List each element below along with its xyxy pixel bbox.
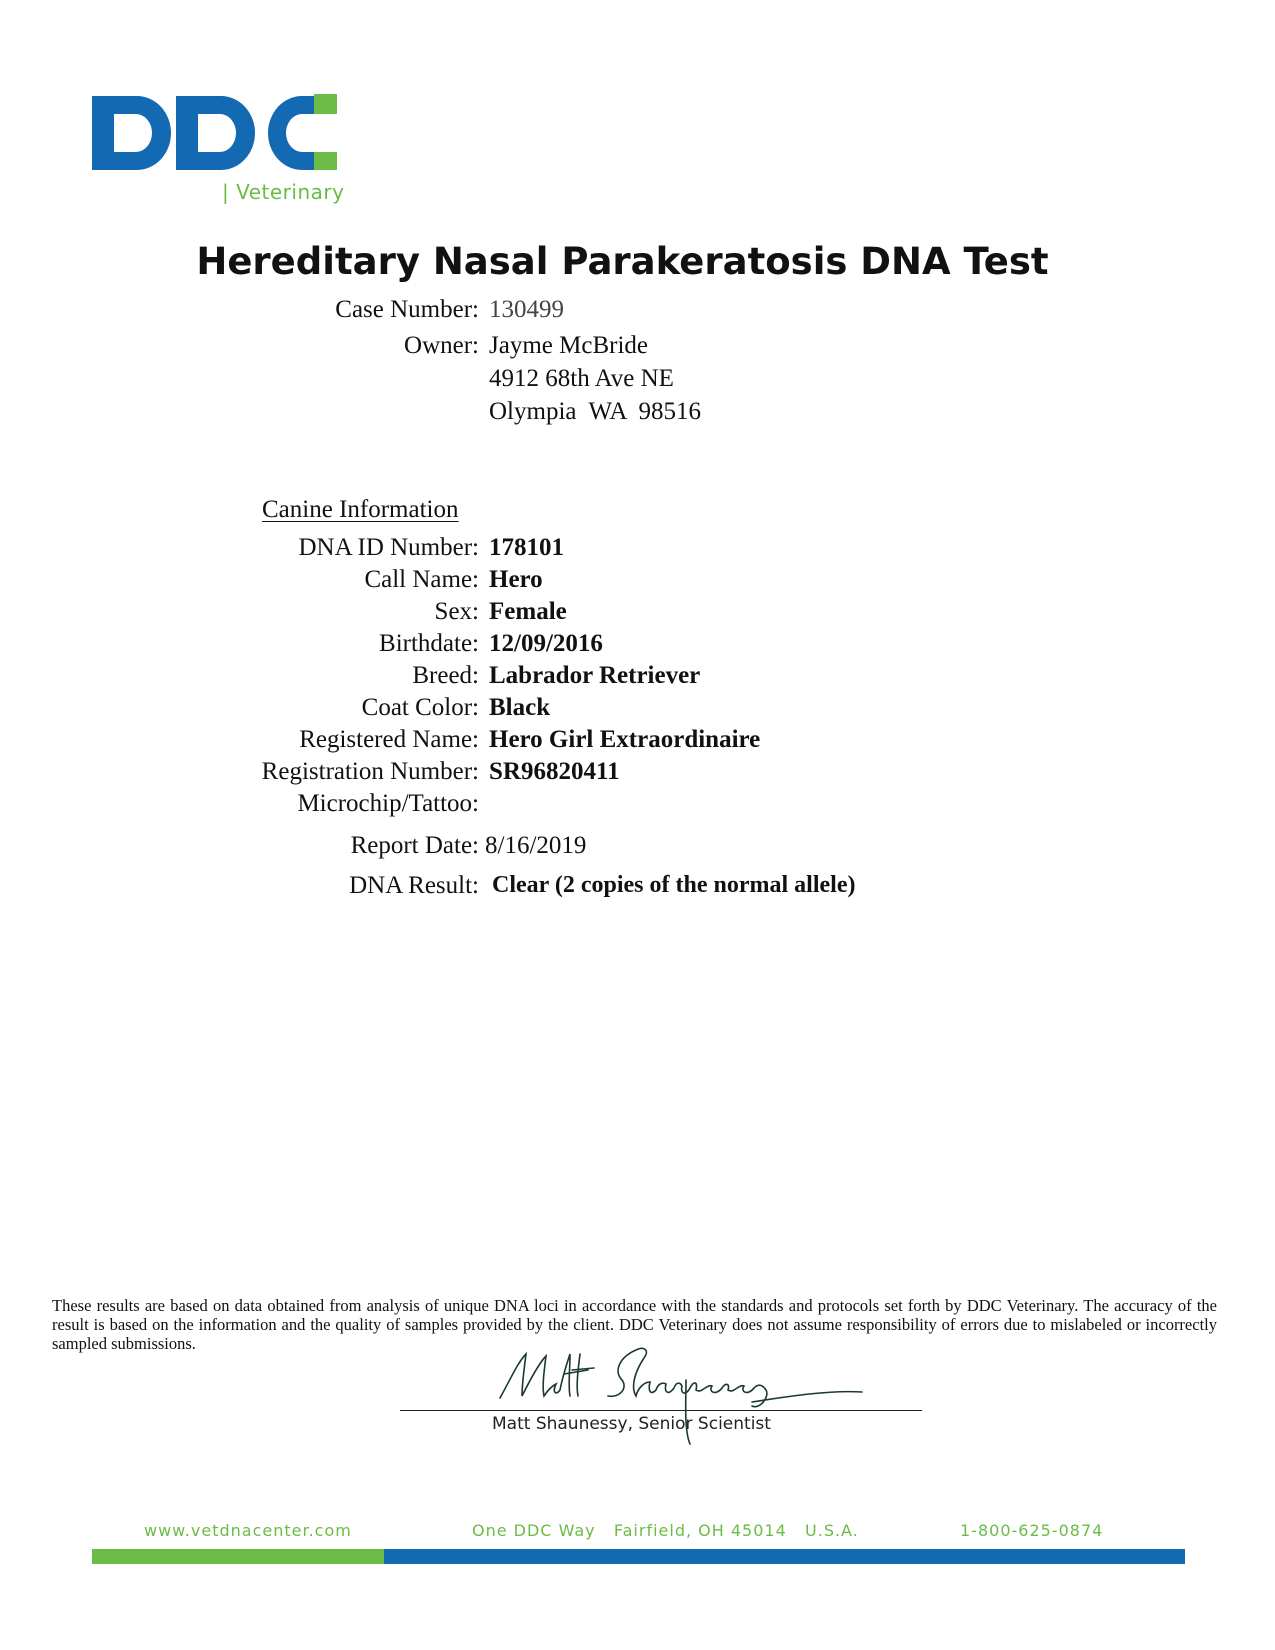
canine-information-heading: Canine Information xyxy=(262,496,459,523)
coat-color-label: Coat Color: xyxy=(361,694,479,721)
dna-result-value: Clear (2 copies of the normal allele) xyxy=(492,872,856,898)
registered-name-label: Registered Name: xyxy=(299,726,479,753)
registration-number-value: SR96820411 xyxy=(489,758,620,785)
breed-value: Labrador Retriever xyxy=(489,662,701,689)
microchip-tattoo-label: Microchip/Tattoo: xyxy=(297,790,479,817)
call-name-value: Hero xyxy=(489,566,543,593)
report-date-label: Report Date: xyxy=(350,832,479,859)
ddc-veterinary-logo xyxy=(92,94,362,214)
signature-line xyxy=(400,1410,922,1411)
birthdate-value: 12/09/2016 xyxy=(489,630,603,657)
footer-address: One DDC Way Fairfield, OH 45014 U.S.A. xyxy=(472,1521,859,1540)
logo-subtitle: | Veterinary xyxy=(222,180,345,204)
coat-color-value: Black xyxy=(489,694,551,721)
sex-label: Sex: xyxy=(434,598,479,625)
birthdate-label: Birthdate: xyxy=(379,630,479,657)
registered-name-value: Hero Girl Extraordinaire xyxy=(489,726,761,753)
case-number-value: 130499 xyxy=(489,296,564,323)
owner-address-line2: Olympia WA 98516 xyxy=(489,398,702,425)
disclaimer-text: These results are based on data obtained from analysis of unique DNA loci in accordance with the standards and protocols set forth by DDC Veterinary. The accuracy of the result is based on the information and the quality of samples provided by the client. DDC Veterinary does not assume responsibility of errors due to mislabeled or incorrectly sampled submissions. xyxy=(52,1296,1217,1353)
dna-id-value: 178101 xyxy=(489,534,564,561)
page-title: Hereditary Nasal Parakeratosis DNA Test xyxy=(196,240,1049,283)
footer-phone: 1-800-625-0874 xyxy=(960,1521,1104,1540)
registration-number-label: Registration Number: xyxy=(261,758,479,785)
footer-website: www.vetdnacenter.com xyxy=(144,1521,352,1540)
dna-result-label: DNA Result: xyxy=(349,872,479,899)
owner-label: Owner: xyxy=(404,332,479,359)
case-number-label: Case Number: xyxy=(335,296,479,323)
dna-id-label: DNA ID Number: xyxy=(298,534,479,561)
owner-name: Jayme McBride xyxy=(489,332,648,359)
footer-bar-blue xyxy=(384,1549,1185,1564)
breed-label: Breed: xyxy=(412,662,479,689)
report-date-value: 8/16/2019 xyxy=(485,832,587,859)
owner-address-line1: 4912 68th Ave NE xyxy=(489,365,674,392)
sex-value: Female xyxy=(489,598,567,625)
signature-caption: Matt Shaunessy, Senior Scientist xyxy=(492,1414,771,1434)
footer-bar-green xyxy=(92,1549,384,1564)
ddc-logo-mark-icon xyxy=(92,94,362,184)
call-name-label: Call Name: xyxy=(364,566,479,593)
